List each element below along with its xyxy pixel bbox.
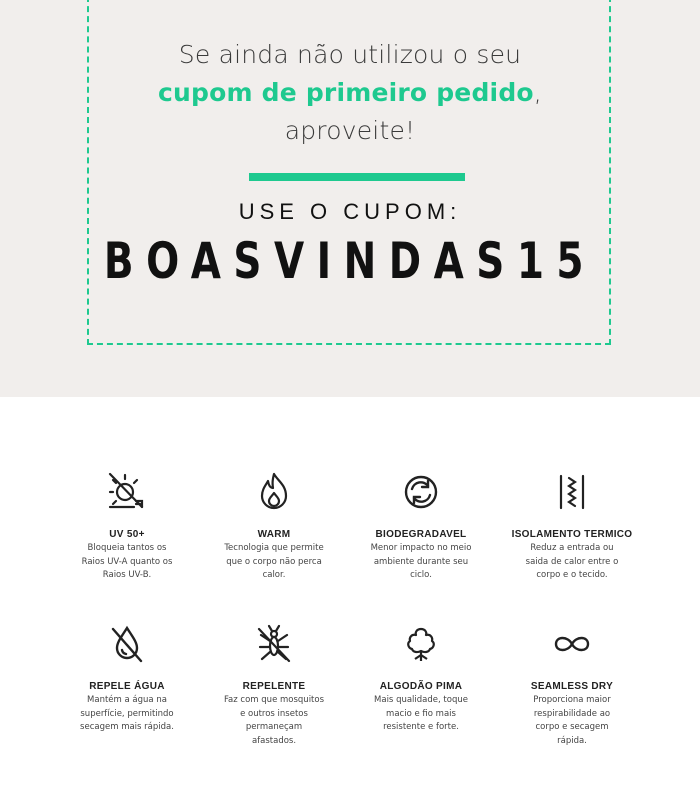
feature-description: Faz com que mosquitos e outros insetos permaneçam afastados.	[223, 695, 325, 746]
coupon-headline	[0, 36, 700, 150]
feature-title: REPELE ÁGUA	[89, 681, 165, 692]
headline-highlight: cupom de primeiro pedido	[158, 78, 534, 107]
use-coupon-label: USE O CUPOM:	[238, 199, 462, 224]
feature-description: Menor impacto no meio ambiente durante seu ciclo.	[370, 543, 472, 580]
coupon-banner	[0, 0, 700, 397]
feature-biodegradable	[346, 469, 496, 583]
coupon-code[interactable]: BOASVINDAS15	[103, 232, 597, 290]
headline-line-3: aproveite!	[284, 116, 416, 145]
feature-title: BIODEGRADAVEL	[375, 529, 467, 540]
feature-warm	[199, 469, 349, 583]
headline-comma: ,	[533, 78, 542, 107]
no-insect-icon	[251, 621, 297, 667]
feature-water-repellent	[52, 621, 202, 735]
thermal-insulation-icon	[549, 469, 595, 515]
infinity-icon	[549, 621, 595, 667]
feature-description: Bloqueia tantos os Raios UV-A quanto os Raios UV-B.	[81, 543, 173, 580]
feature-title: REPELENTE	[242, 681, 306, 692]
feature-title: WARM	[257, 529, 291, 540]
feature-description: Tecnologia que permite que o corpo não perca calor.	[224, 543, 324, 580]
no-water-drop-icon	[104, 621, 150, 667]
feature-title: ALGODÃO PIMA	[379, 681, 463, 692]
feature-description: Proporciona maior respirabilidade ao corpo e secagem rápida.	[533, 695, 611, 746]
feature-seamless-dry	[497, 621, 647, 748]
feature-uv	[52, 469, 202, 583]
feature-description: Mais qualidade, toque macio e fio mais resistente e forte.	[374, 695, 468, 732]
feature-pima-cotton	[346, 621, 496, 735]
cotton-flower-icon	[398, 621, 444, 667]
uv-sun-icon	[104, 469, 150, 515]
headline-line-1: Se ainda não utilizou o seu	[178, 40, 522, 69]
feature-title: ISOLAMENTO TERMICO	[511, 529, 633, 540]
accent-divider	[249, 173, 465, 181]
feature-title: SEAMLESS DRY	[530, 681, 614, 692]
feature-description: Reduz a entrada ou saida de calor entre o corpo e o tecido.	[525, 543, 619, 580]
feature-thermal	[497, 469, 647, 583]
feature-grid	[0, 397, 700, 800]
feature-description: Mantém a água na superfície, permitindo secagem mais rápida.	[80, 695, 174, 732]
recycle-icon	[398, 469, 444, 515]
flame-icon	[251, 469, 297, 515]
feature-title: UV 50+	[109, 529, 145, 540]
feature-repellent	[199, 621, 349, 748]
